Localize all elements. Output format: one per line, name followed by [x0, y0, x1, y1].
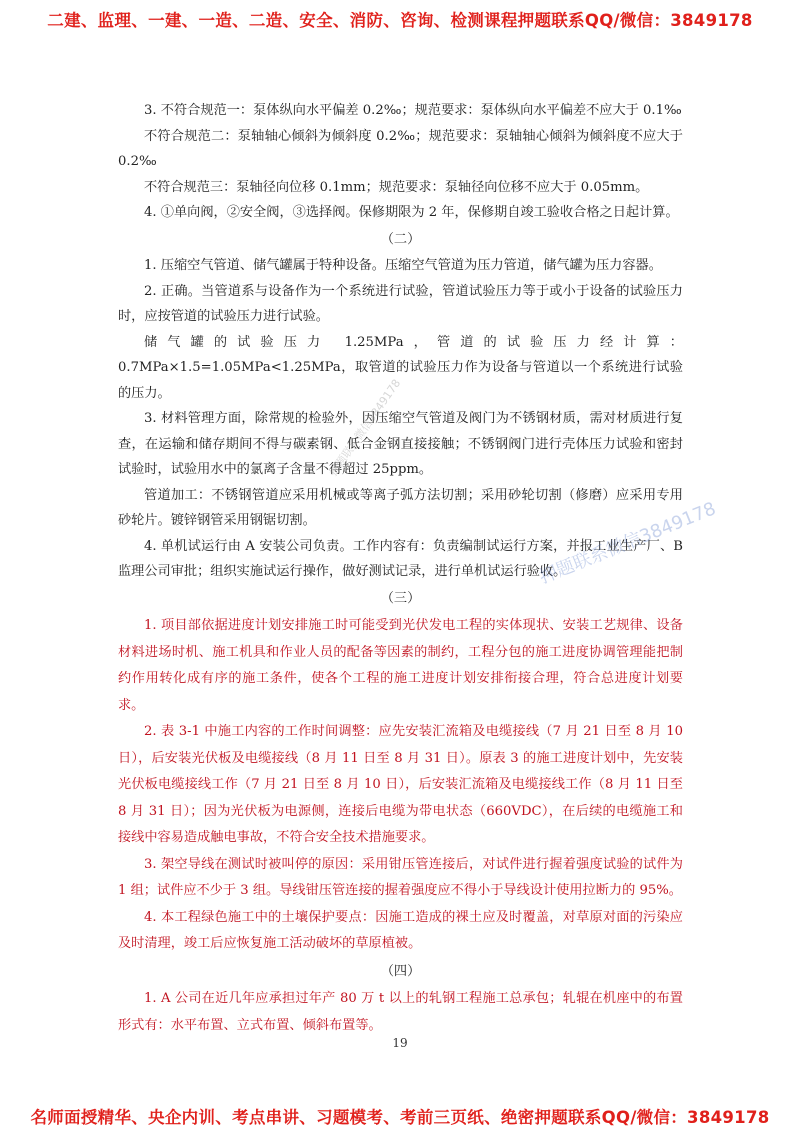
section-title-4: （四） — [380, 963, 421, 979]
block-1 — [118, 98, 683, 226]
bottom-banner: 名师面授精华、央企内训、考点串讲、习题模考、考前三页纸、绝密押题联系QQ/微信：3849178 — [30, 1108, 770, 1127]
paragraph: 4. 单机试运行由 A 安装公司负责。工作内容有：负责编制试运行方案，并报工业生产厂、B 监理公司审批；组织实施试运行操作，做好测试记录，进行单机试运行验收。 — [118, 538, 683, 579]
paragraph: 1. 项目部依据进度计划安排施工时可能受到光伏发电工程的实体现状、安装工艺规律、设备材料进场时机、施工机具和作业人员的配备等因素的制约，工程分包的施工进度协调管理能把制约作用转化成有序的施工条件，使各个工程的施工进度计划安排衔接合理，符合总进度计划要求。 — [118, 618, 683, 713]
paragraph: 3. 不符合规范一：泵体纵向水平偏差 0.2‰；规范要求：泵体纵向水平偏差不应大于 0.1‰ — [144, 103, 682, 118]
paragraph: 不符合规范二：泵轴轴心倾斜为倾斜度 0.2‰；规范要求：泵轴轴心倾斜为倾斜度不应大于 0.2‰ — [118, 128, 683, 169]
watermark: 押题联系微信3849178 — [536, 498, 719, 589]
paragraph: 3. 架空导线在测试时被叫停的原因：采用钳压管连接后，对试件进行握着强度试验的试件为 1 组；试件应不少于 3 组。导线钳压管连接的握着强度应不得小于导线设计使用拉断力的 95%。 — [118, 856, 683, 898]
paragraph: 4. 本工程绿色施工中的土壤保护要点：因施工造成的裸土应及时覆盖，对草原对面的污染应及时清理，竣工后应恢复施工活动破坏的草原植被。 — [118, 909, 683, 951]
paragraph: 2. 正确。当管道系与设备作为一个系统进行试验，管道试验压力等于或小于设备的试验压力时，应按管道的试验压力进行试验。 — [118, 283, 683, 324]
block-3 — [118, 586, 683, 1040]
block-2 — [118, 253, 683, 585]
top-banner: 二建、监理、一建、一造、二造、安全、消防、咨询、检测课程押题联系QQ/微信：3849178 — [47, 11, 753, 30]
watermark: 押题联系微信3849178 — [326, 376, 404, 479]
document-body — [118, 98, 683, 1039]
paragraph: 2. 表 3-1 中施工内容的工作时间调整：应先安装汇流箱及电缆接线（7 月 21 日至 8 月 10 日），后安装光伏板及电缆接线（8 月 11 日至 8 月 31 日）。原表 3 的施工进度计划中，先安装光伏板电缆接线工作（7 月 21 日至 8 月 10 日），后安装汇流箱及电缆接线工作（8 月 11 日至 8 月 31 日）；因为光伏板为电源侧，连接后电缆为带电状态（660VDC），在后续的电缆施工和接线中容易造成触电事故，不符合安全技术措施要求。 — [118, 724, 683, 845]
paragraph: 储气罐的试验压力 1.25MPa，管道的试验压力经计算：0.7MPa×1.5=1.05MPa<1.25MPa，取管道的试验压力作为设备与管道以一个系统进行试验的压力。 — [118, 334, 683, 401]
paragraph: 3. 材料管理方面，除常规的检验外，因压缩空气管道及阀门为不锈钢材质，需对材质进行复查，在运输和储存期间不得与碳素钢、低合金钢直接接触；不锈钢阀门进行壳体压力试验和密封试验时，试验用水中的氯离子含量不得超过 25ppm。 — [118, 411, 683, 477]
paragraph: 不符合规范三：泵轴径向位移 0.1mm；规范要求：泵轴径向位移不应大于 0.05mm。 — [144, 179, 649, 195]
paragraph: 1. 压缩空气管道、储气罐属于特种设备。压缩空气管道为压力管道，储气罐为压力容器。 — [144, 258, 662, 273]
section-title-2: （二） — [380, 231, 421, 247]
paragraph: 1. A 公司在近几年应承担过年产 80 万 t 以上的轧钢工程施工总承包；轧辊在机座中的布置形式有：水平布置、立式布置、倾斜布置等。 — [118, 991, 683, 1033]
section-title-3: （三） — [380, 590, 421, 606]
paragraph: 管道加工：不锈钢管道应采用机械或等离子弧方法切割；采用砂轮切割（修磨）应采用专用砂轮片。镀锌钢管采用钢锯切割。 — [118, 487, 683, 528]
page-number: 19 — [392, 1036, 408, 1050]
paragraph: 4. ①单向阀，②安全阀，③选择阀。保修期限为 2 年，保修期自竣工验收合格之日起计算。 — [144, 205, 679, 220]
